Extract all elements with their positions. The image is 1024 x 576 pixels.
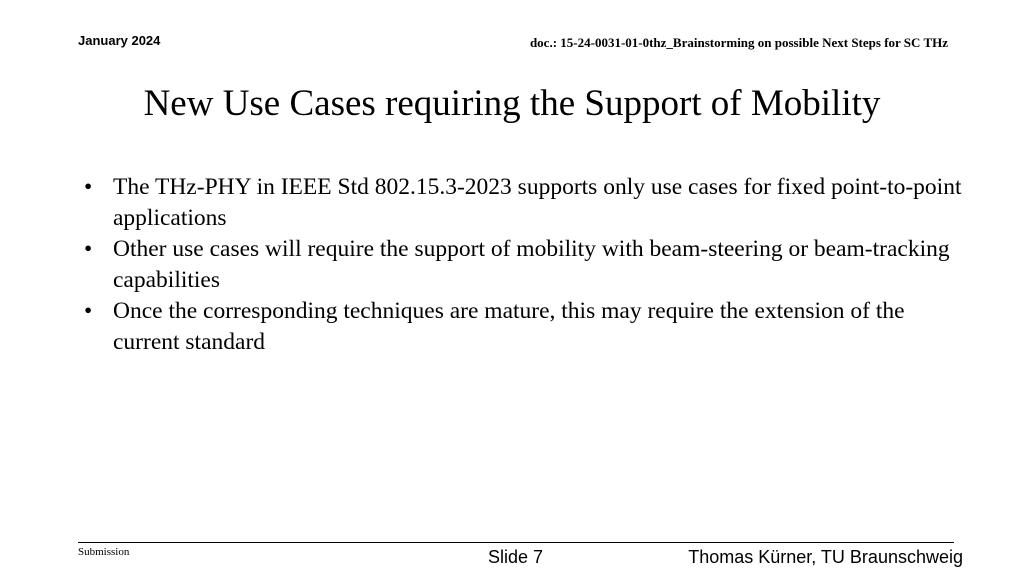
footer-author: Thomas Kürner, TU Braunschweig (688, 547, 963, 567)
bullet-text: The THz-PHY in IEEE Std 802.15.3-2023 supports only use cases for fixed point-to-point applications (113, 174, 962, 231)
bullet-item (84, 234, 964, 296)
bullet-text: Other use cases will require the support of mobility with beam-steering or beam-tracking capabilities (113, 236, 950, 293)
bullet-item (84, 172, 964, 234)
slide-title: New Use Cases requiring the Support of Mobility (143, 83, 881, 124)
header-date: January 2024 (78, 33, 161, 48)
bullet-list (84, 172, 964, 358)
footer-divider (78, 542, 954, 543)
bullet-item (84, 296, 964, 358)
header-doc-id: doc.: 15-24-0031-01-0thz_Brainstorming on possible Next Steps for SC THz (529, 35, 948, 50)
bullet-icon: • (84, 298, 93, 324)
bullet-icon: • (84, 236, 93, 262)
footer-submission: Submission (78, 546, 130, 558)
bullet-icon: • (84, 174, 93, 200)
slide-number: Slide 7 (488, 547, 544, 567)
bullet-text: Once the corresponding techniques are mature, this may require the extension of the current standard (113, 298, 905, 355)
